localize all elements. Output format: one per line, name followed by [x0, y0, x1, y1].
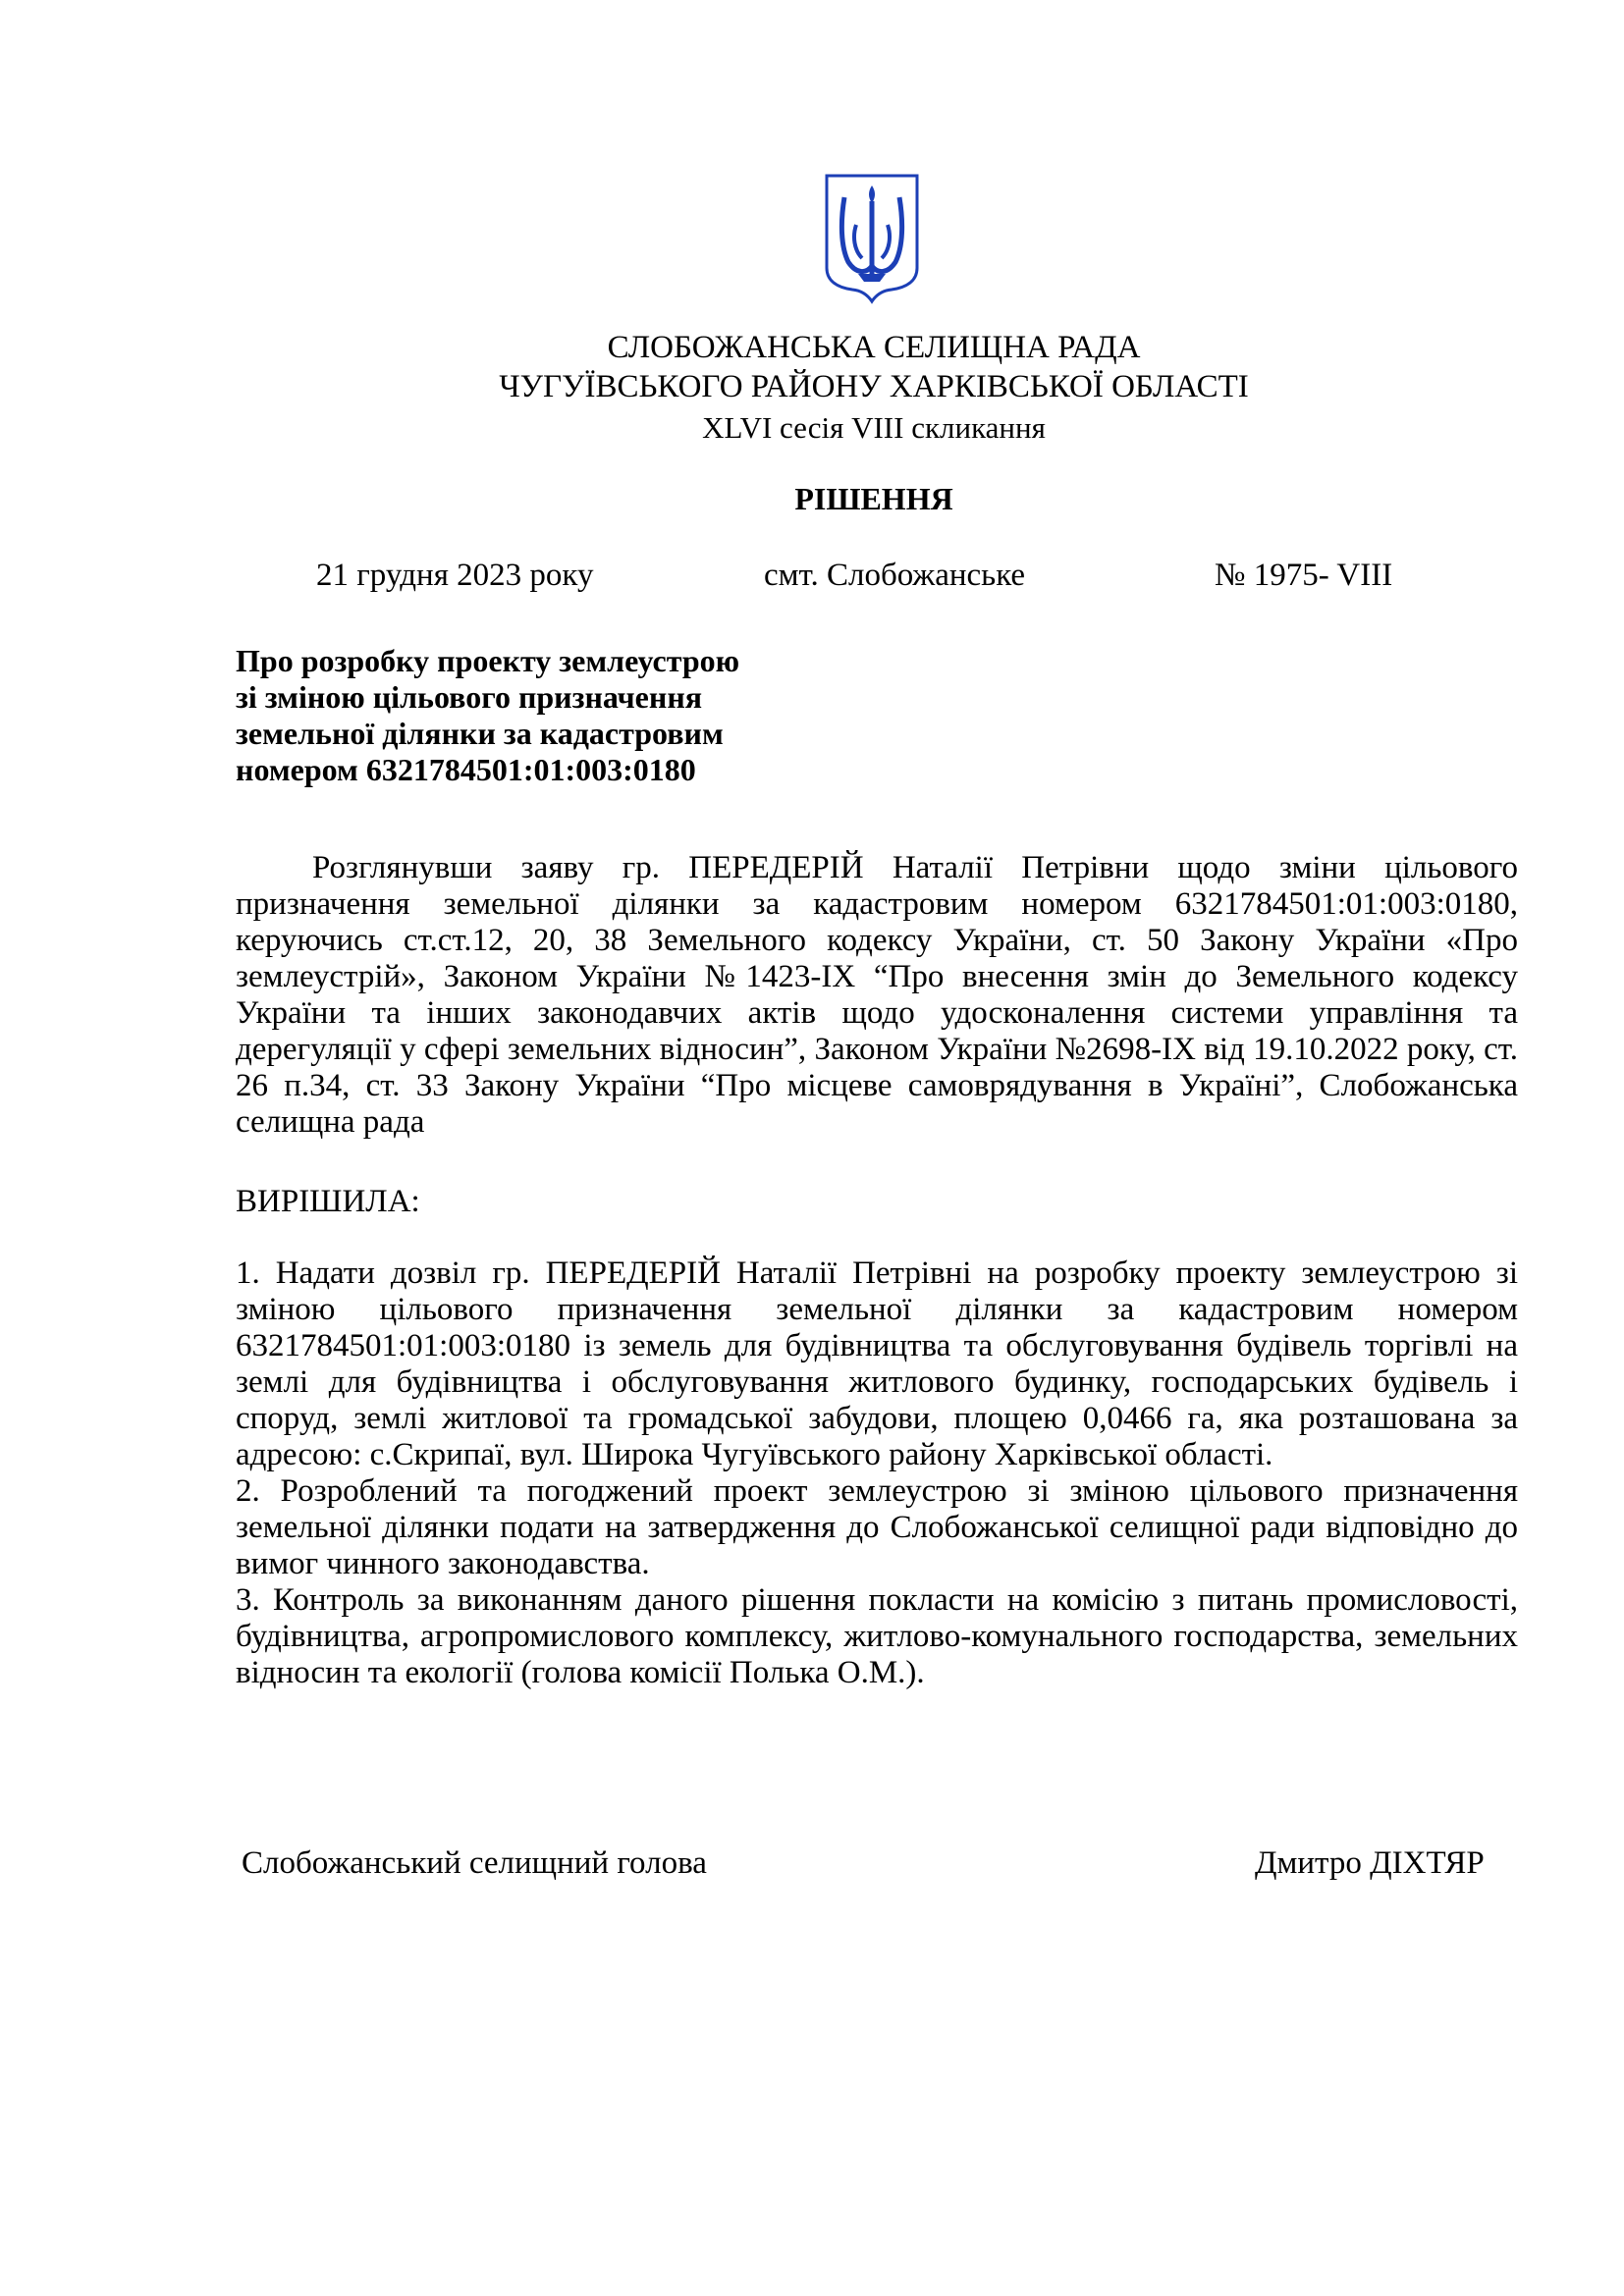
subject-line: номером 6321784501:01:003:0180: [236, 752, 696, 787]
document-place: смт. Слобожанське: [764, 558, 1026, 593]
session-label: XLVI сесія VIII скликання: [702, 410, 1046, 445]
decision-items: [236, 1255, 1518, 1691]
document-title: РІШЕННЯ: [794, 481, 953, 516]
signatory-position: Слобожанський селищний голова: [242, 1845, 707, 1881]
coat-of-arms-icon: [823, 172, 921, 305]
decision-item: 3. Контроль за виконанням даного рішення покласти на комісію з питань промисловості, будівництва, агропромислового комплексу, житлово-комунального господарства, земельних відносин та екології (голова комісії Полька О.М.).: [236, 1582, 1518, 1690]
preamble-paragraph: Розглянувши заяву гр. ПЕРЕДЕРІЙ Наталії Петрівни щодо зміни цільового призначення земельної ділянки за кадастровим номером 6321784501:01:003:0180, керуючись ст.ст.12, 20, 38 Земельного кодексу України, ст. 50 Закону України «Про землеустрій», Законом України №1423-IX “Про внесення змін до Земельного кодексу України та інших законодавчих актів щодо удосконалення системи управління та дерегуляції у сфері земельних відносин”, Законом України №2698-IX від 19.10.2022 року, ст. 26 п.34, ст. 33 Закону України “Про місцеве самоврядування в Україні”, Слобожанська селищна рада: [236, 850, 1518, 1140]
subject-line: Про розробку проекту землеустрою: [236, 643, 740, 678]
council-name: СЛОБОЖАНСЬКА СЕЛИЩНА РАДА: [607, 330, 1141, 365]
decision-item: 2. Розроблений та погоджений проект землеустрою зі зміною цільового призначення земельної ділянки подати на затвердження до Слобожанської селищної ради відповідно до вимог чинного законодавства.: [236, 1473, 1518, 1581]
district-name: ЧУГУЇВСЬКОГО РАЙОНУ ХАРКІВСЬКОЇ ОБЛАСТІ: [499, 369, 1249, 404]
subject-line: земельної ділянки за кадастровим: [236, 716, 724, 751]
decision-item: 1. Надати дозвіл гр. ПЕРЕДЕРІЙ Наталії Петрівні на розробку проекту землеустрою зі зміною цільового призначення земельної ділянки за кадастровим номером 6321784501:01:003:0180 із земель для будівництва та обслуговування будівель торгівлі на землі для будівництва і обслуговування житлового будинку, господарських будівель і споруд, землі житлової та громадської забудови, площею 0,0466 га, яка розташована за адресою: с.Скрипаї, вул. Широка Чугуївського району Харківської області.: [236, 1255, 1518, 1472]
signatory-name: Дмитро ДІХТЯР: [1255, 1845, 1485, 1881]
resolved-heading: ВИРІШИЛА:: [236, 1184, 420, 1219]
document-subject: [236, 643, 923, 788]
document-date: 21 грудня 2023 року: [316, 558, 594, 593]
subject-line: зі зміною цільового призначення: [236, 679, 703, 715]
document-number: № 1975- VIII: [1215, 558, 1393, 593]
